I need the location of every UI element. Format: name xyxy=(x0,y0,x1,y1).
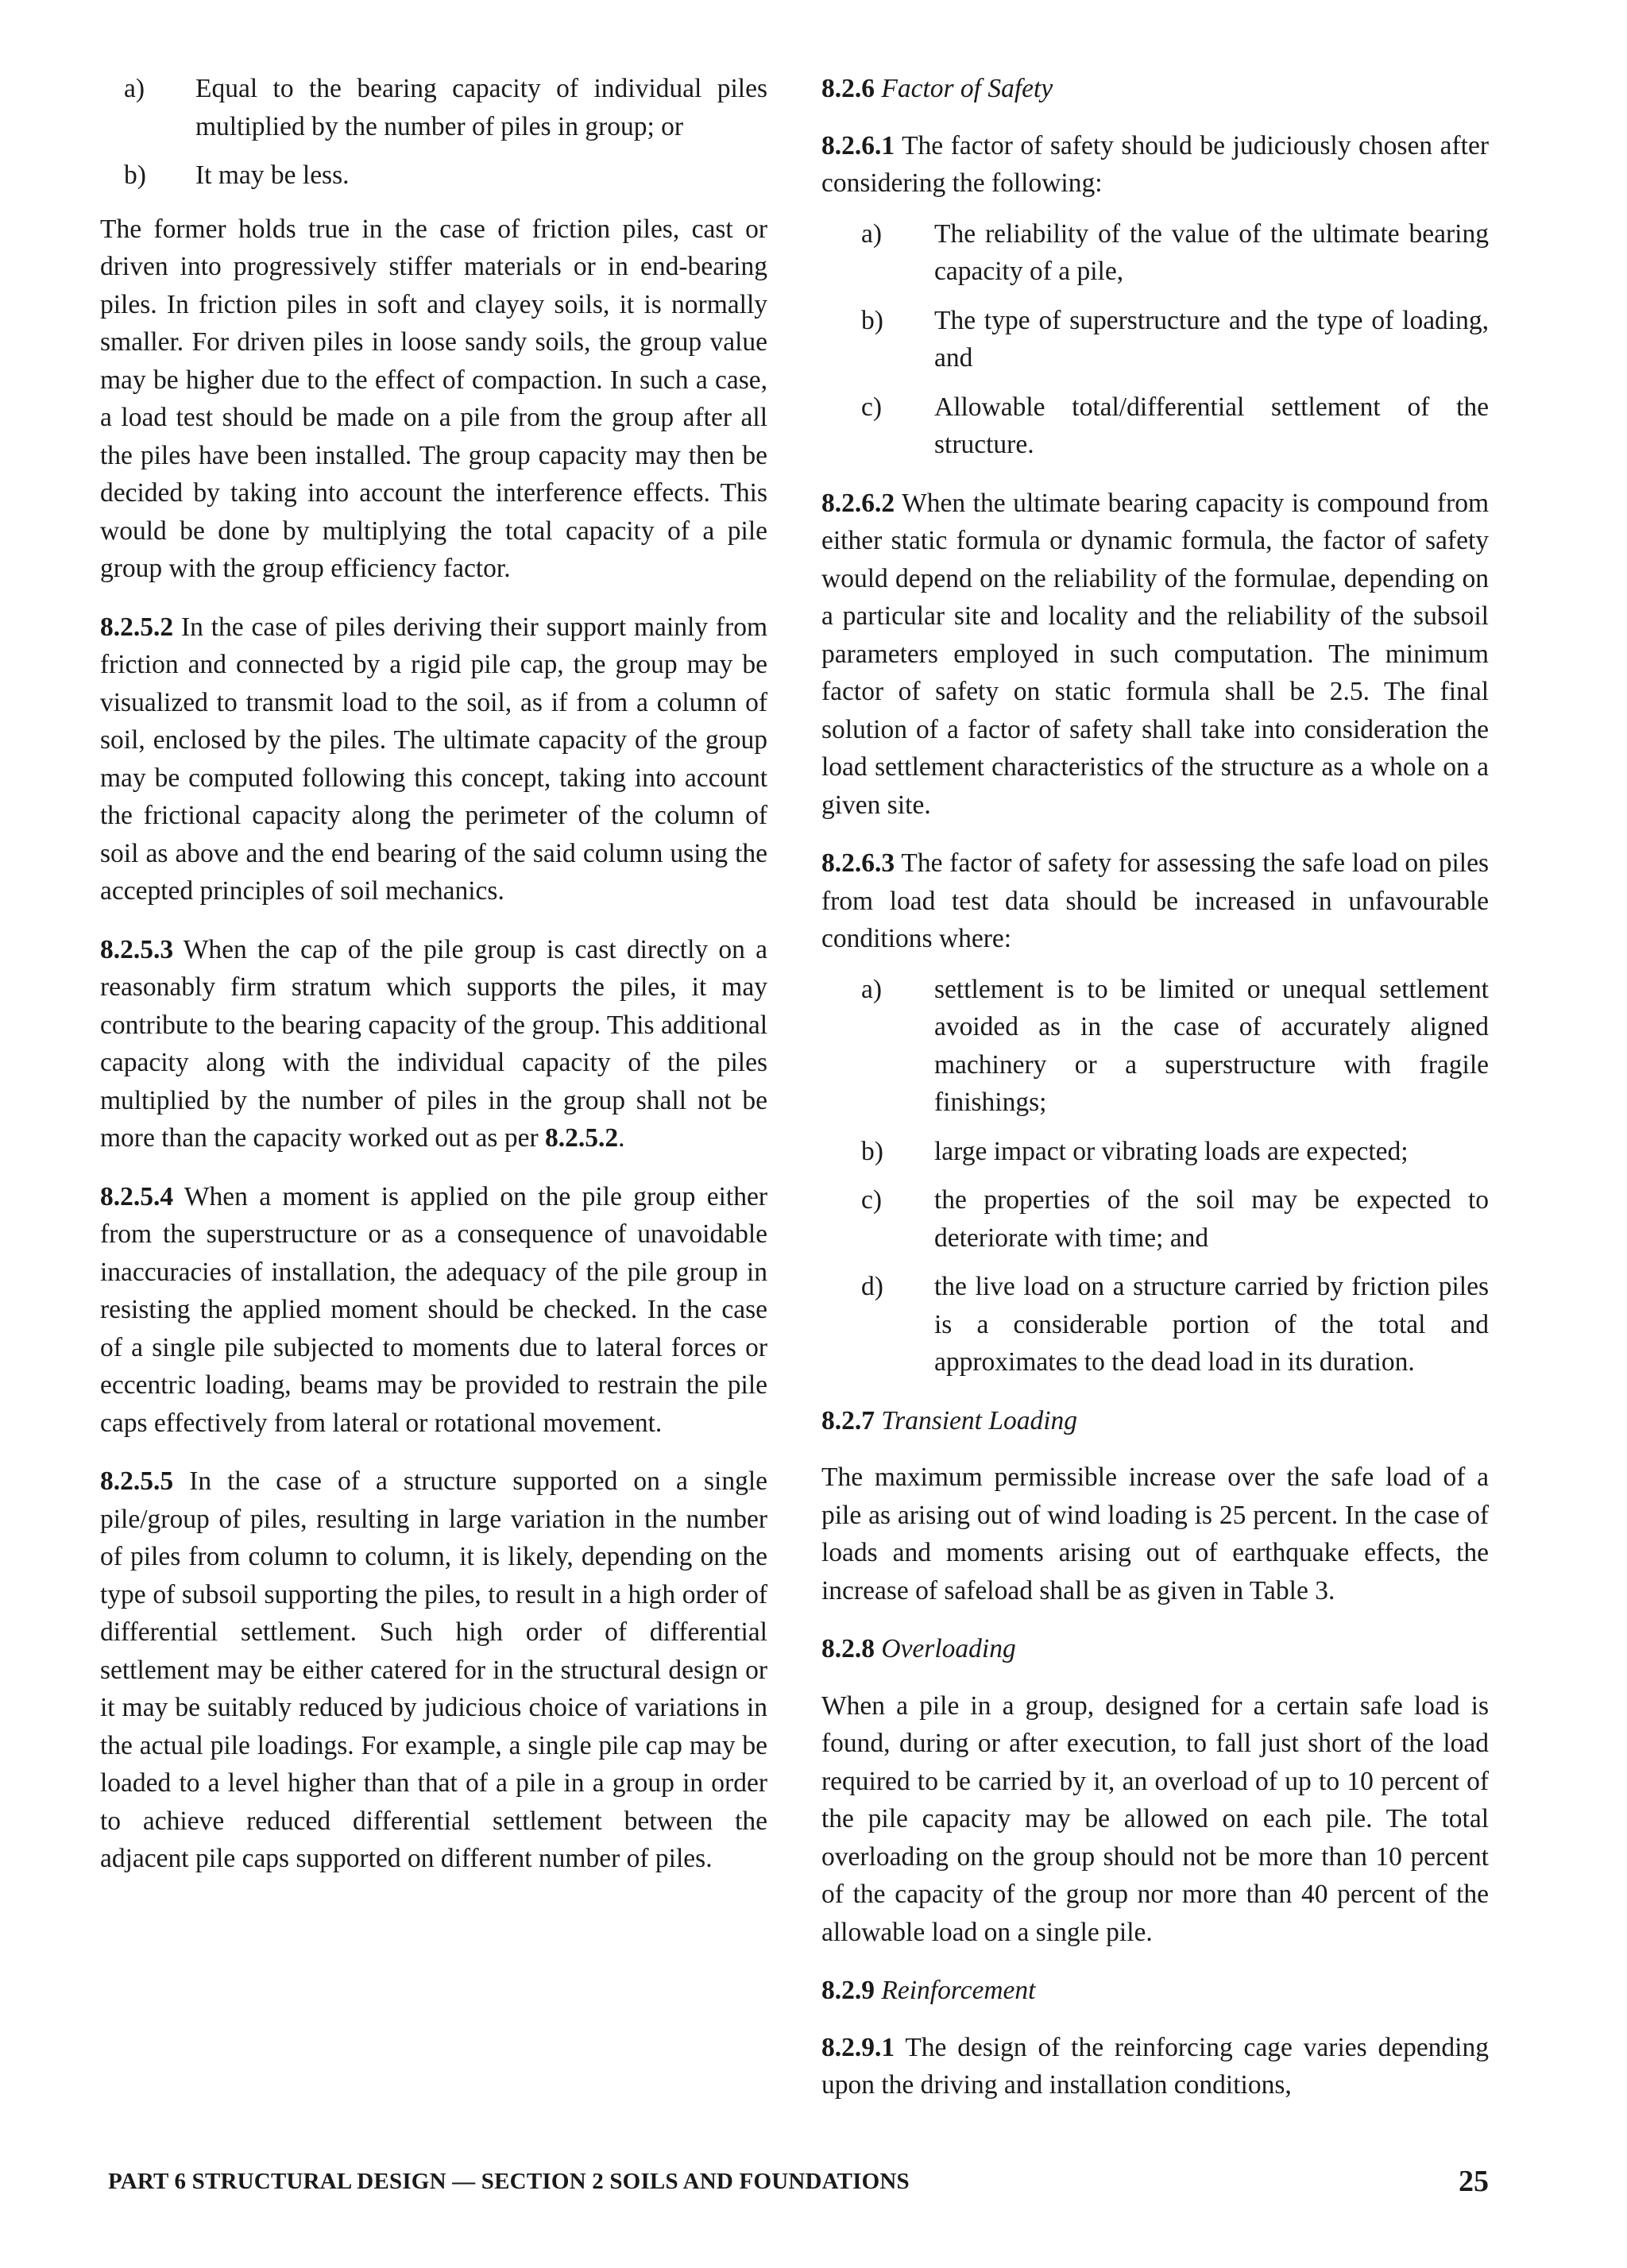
clause-8-2-5-4 xyxy=(100,1178,767,1443)
list-item-text: the properties of the soil may be expected to deteriorate with time; and xyxy=(934,1185,1489,1253)
clause-8-2-9-1 xyxy=(821,2029,1489,2104)
heading-title: Reinforcement xyxy=(881,1976,1036,2005)
list-item-text: large impact or vibrating loads are expected; xyxy=(934,1136,1409,1166)
clause-number: 8.2.5.5 xyxy=(100,1466,174,1496)
left-column xyxy=(100,70,767,1899)
clause-number: 8.2.5.4 xyxy=(100,1181,174,1211)
clause-end: . xyxy=(618,1123,625,1153)
list-marker: b) xyxy=(861,1136,883,1166)
paragraph-overloading: When a pile in a group, designed for a certain safe load is found, during or after execution, to fall just short of the load required to be carried by it, an overload of up to 10 percent of the pile capacity may be allowed on each pile. The total overloading on the group should not be more than 10 percent of the capacity of the group nor more than 40 percent of the allowable load on a single pile. xyxy=(821,1690,1489,1947)
clause-number: 8.2.6.3 xyxy=(821,848,895,878)
heading-8-2-7 xyxy=(821,1402,1489,1440)
clause-text: When the cap of the pile group is cast directly on a reasonably firm stratum which supports the piles, it may contribute to the bearing capacity of the group. This additional capacity along with the individual capacity of the piles multiplied by the number of piles in the group shall not be more than the capacity worked out as per xyxy=(100,934,767,1153)
list-marker: a) xyxy=(124,74,145,103)
list-marker: c) xyxy=(861,392,883,422)
list-item-text: settlement is to be limited or unequal settlement avoided as in the case of accurately aligned machinery or a superstructure with fragile finishings; xyxy=(934,974,1489,1117)
list-marker: d) xyxy=(861,1272,883,1301)
heading-8-2-6 xyxy=(821,70,1489,108)
heading-number: 8.2.6 xyxy=(821,74,875,103)
clause-8-2-6-1 xyxy=(821,127,1489,203)
heading-8-2-8 xyxy=(821,1630,1489,1668)
clause-number: 8.2.6.2 xyxy=(821,488,895,518)
heading-number: 8.2.7 xyxy=(821,1405,875,1435)
list-item xyxy=(100,156,767,195)
list-marker: a) xyxy=(861,218,883,249)
clause-text: The factor of safety for assessing the safe load on piles from load test data should be increased in unfavourable conditions where: xyxy=(821,848,1489,953)
list-marker: b) xyxy=(124,160,146,190)
clause-number: 8.2.5.2 xyxy=(100,612,174,642)
clause-8-2-6-2 xyxy=(821,485,1489,825)
clause-text: The design of the reinforcing cage varies depending upon the driving and installation conditions, xyxy=(821,2032,1489,2100)
heading-title: Factor of Safety xyxy=(881,74,1053,103)
list-item xyxy=(100,70,767,145)
list-marker: b) xyxy=(861,305,883,335)
list-item-text: Equal to the bearing capacity of individual piles multiplied by the number of piles in group; or xyxy=(195,74,767,141)
clause-number: 8.2.9.1 xyxy=(821,2032,895,2062)
clause-text: When a moment is applied on the pile group either from the superstructure or as a consequence of unavoidable inaccuracies of installation, the adequacy of the pile group in resisting the applied moment should be checked. In the case of a single pile subjected to moments due to lateral forces or eccentric loading, beams may be provided to restrain the pile caps effectively from lateral or rotational movement. xyxy=(100,1181,767,1438)
clause-number: 8.2.6.1 xyxy=(821,130,895,160)
heading-number: 8.2.9 xyxy=(821,1976,875,2005)
list-item-text: Allowable total/differential settlement of the structure. xyxy=(934,392,1489,459)
clause-text: When the ultimate bearing capacity is compound from either static formula or dynamic formula, the factor of safety would depend on the reliability of the formulae, depending on a particular site and locality and the reliability of the subsoil parameters employed in such computation. The minimum factor of safety on static formula shall be 2.5. The final solution of a factor of safety shall take into consideration the load settlement characteristics of the structure as a whole on a given site. xyxy=(821,488,1489,820)
heading-title: Overloading xyxy=(881,1634,1016,1663)
list-item xyxy=(821,302,1489,377)
clause-text: The factor of safety should be judiciously chosen after considering the following: xyxy=(821,130,1489,198)
list-marker: a) xyxy=(861,974,883,1004)
clause-8-2-6-3 xyxy=(821,844,1489,958)
list-item xyxy=(821,1133,1489,1171)
list-item-text: The type of superstructure and the type of loading, and xyxy=(934,305,1489,373)
list-item xyxy=(821,1268,1489,1381)
list-item xyxy=(821,971,1489,1122)
footer-running-title: PART 6 STRUCTURAL DESIGN — SECTION 2 SOILS AND FOUNDATIONS xyxy=(108,2169,910,2194)
heading-8-2-9 xyxy=(821,1972,1489,2010)
page-number: 25 xyxy=(1459,2165,1489,2198)
list-item-text: The reliability of the value of the ultimate bearing capacity of a pile, xyxy=(934,218,1489,286)
page-footer xyxy=(100,2165,1489,2204)
clause-8-2-5-3 xyxy=(100,931,767,1157)
clause-number: 8.2.5.3 xyxy=(100,934,174,964)
clause-8-2-5-5 xyxy=(100,1462,767,1878)
clause-reference: 8.2.5.2 xyxy=(544,1123,619,1153)
clause-8-2-5-2 xyxy=(100,609,767,910)
heading-number: 8.2.8 xyxy=(821,1634,875,1663)
list-item-text: the live load on a structure carried by friction piles is a considerable portion of the total and approximates to the dead load in its duration. xyxy=(934,1272,1489,1377)
right-column xyxy=(821,70,1489,2125)
intro-list xyxy=(100,70,767,195)
list-item-text: It may be less. xyxy=(195,160,350,190)
paragraph-former: The former holds true in the case of friction piles, cast or driven into progressively stiffer materials or in end-bearing piles. In friction piles in soft and clayey soils, it is normally smaller. For driven piles in loose sandy soils, the group value may be higher due to the effect of compaction. In such a case, a load test should be made on a pile from the group after all the piles have been installed. The group capacity may then be decided by taking into account the interference effects. This would be done by multiplying the total capacity of a pile group with the group efficiency factor. xyxy=(100,214,767,583)
list-8-2-6-1 xyxy=(821,215,1489,464)
paragraph-transient-loading: The maximum permissible increase over the safe load of a pile as arising out of wind loading is 25 percent. In the case of loads and moments arising out of earthquake effects, the increase of safeload shall be as given in Table 3. xyxy=(821,1462,1489,1605)
heading-title: Transient Loading xyxy=(881,1405,1078,1435)
clause-text: In the case of a structure supported on a single pile/group of piles, resulting in large variation in the number of piles from column to column, it is likely, depending on the type of subsoil supporting the piles, to result in a high order of differential settlement. Such high order of differential settlement may be either catered for in the structural design or it may be suitably reduced by judicious choice of variations in the actual pile loadings. For example, a single pile cap may be loaded to a level higher than that of a pile in a group in order to achieve reduced differential settlement between the adjacent pile caps supported on different number of piles. xyxy=(100,1466,767,1873)
list-marker: c) xyxy=(861,1185,883,1215)
list-item xyxy=(821,1181,1489,1257)
list-item xyxy=(821,215,1489,291)
list-item xyxy=(821,388,1489,464)
clause-text: In the case of piles deriving their support mainly from friction and connected by a rigid pile cap, the group may be visualized to transmit load to the soil, as if from a column of soil, enclosed by the piles. The ultimate capacity of the group may be computed following this concept, taking into account the frictional capacity along the perimeter of the column of soil as above and the end bearing of the said column using the accepted principles of soil mechanics. xyxy=(100,612,768,906)
list-8-2-6-3 xyxy=(821,971,1489,1381)
